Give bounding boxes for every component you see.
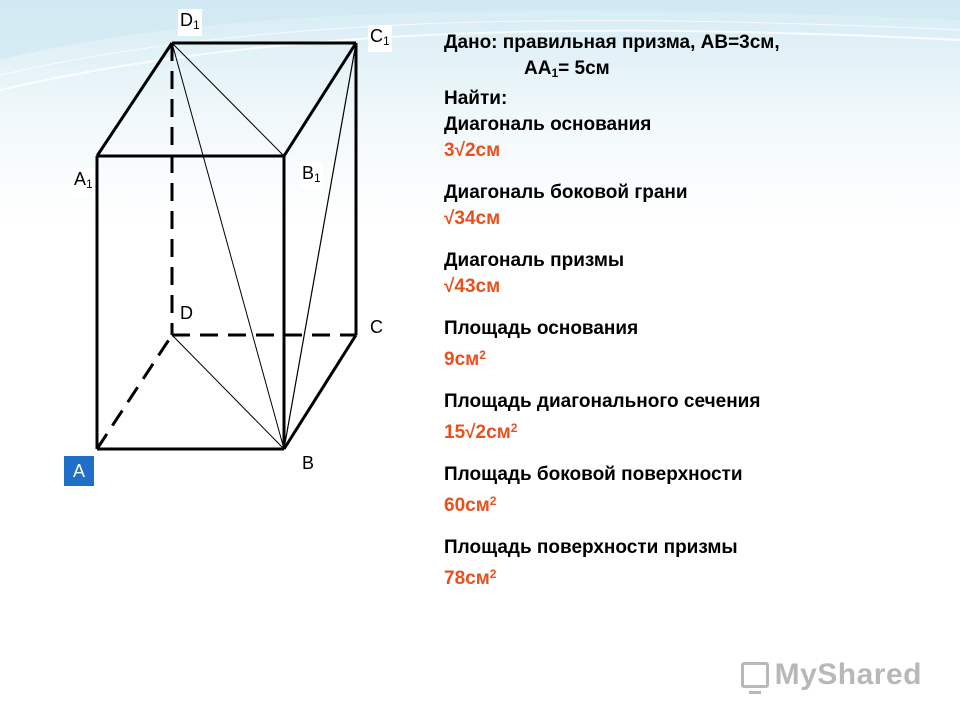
edge-BC [284,335,356,449]
question: Площадь боковой поверхности [444,464,743,485]
vertex-label-D: D [180,303,193,323]
find-label: Найти: [444,88,508,109]
vertex-label-A1: $A_1$ [72,168,95,195]
watermark: MyShared [741,658,922,692]
item-lateral-area [444,462,944,519]
item-total-area [444,535,944,592]
answer: $9см^2$ [444,348,486,370]
given-line-1: Дано: правильная призма, AB=3см, [444,32,780,53]
question: Диагональ боковой грани [444,182,688,203]
vertex-label-D1: $D_1$ [178,9,202,36]
item-diagonal-section-area [444,389,944,446]
item-prism-diagonal [444,248,944,300]
vertex-label-C: C [370,317,383,337]
answer: √43см [444,276,501,297]
vertex-label-B: B [302,453,315,473]
diagonal-D1B [172,43,284,449]
vertex-label-A: A [64,456,94,486]
question: Диагональ призмы [444,250,625,271]
problem-text [444,30,944,592]
item-base-diagonal [444,112,944,164]
presentation-icon [741,662,769,688]
answer: 3√2см [444,140,501,161]
item-base-area [444,316,944,373]
prism-figure [0,0,440,720]
diagonal-BC1 [284,43,356,449]
item-face-diagonal [444,180,944,232]
question: Площадь диагонального сечения [444,391,761,412]
answer: √34см [444,208,501,229]
question: Площадь основания [444,318,639,339]
answer: $78см^2$ [444,567,497,589]
question: Диагональ основания [444,114,652,135]
question: Площадь поверхности призмы [444,537,738,558]
edge-A1D1 [97,43,172,156]
answer: $60см^2$ [444,494,497,516]
diagonal-D1B1 [172,43,284,156]
edge-B1C1 [284,43,356,156]
vertex-label-B1: $B_1$ [300,162,323,189]
answer: $15√2см^2$ [444,421,518,443]
vertex-label-C1: $C_1$ [368,25,392,52]
edge-AD [97,335,172,449]
diagonal-DB [172,335,284,449]
given-line-2: $AA_1= 5см$ [524,58,610,80]
